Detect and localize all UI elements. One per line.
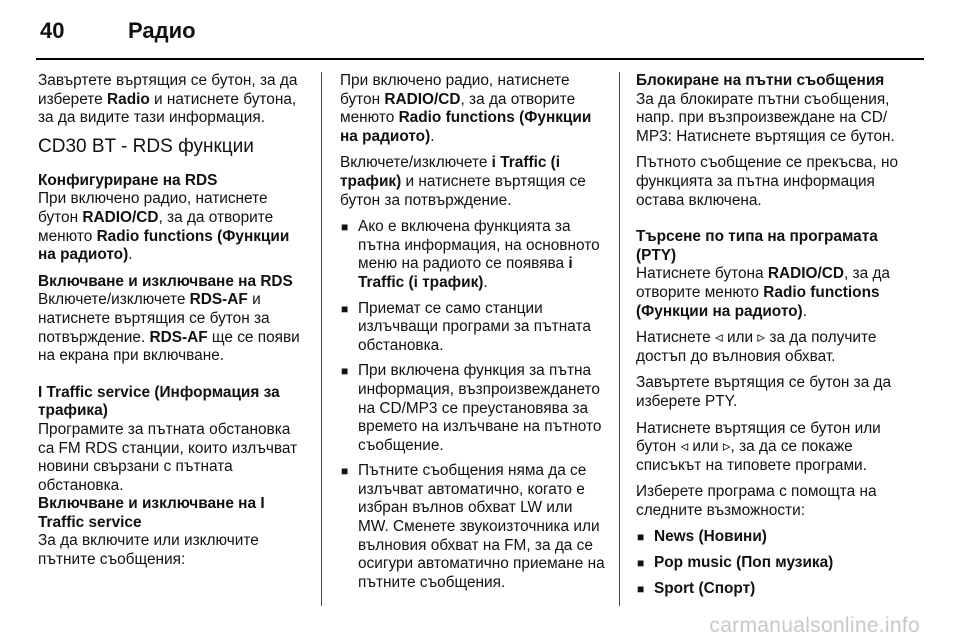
pty-options-list — [636, 528, 910, 598]
column-2 — [340, 72, 605, 599]
heading-rds-functions: CD30 BT - RDS функции — [38, 135, 254, 157]
section-title: Радио — [128, 18, 196, 43]
traffic-notes-list — [340, 218, 605, 592]
list-item: ■ News (Новини) — [637, 528, 767, 546]
block-traffic-text: За да блокирате пътни съобщения, напр. при възпроизвеждане на CD/ MP3: Натиснете въртящия се бутон. — [636, 90, 895, 145]
list-item: ■ При включена функция за пътна информация, възпроизвеждането на CD/MP3 се преустановява за времето на излъчване на пътното съобщение. — [341, 362, 602, 454]
bullet-icon: ■ — [637, 581, 645, 596]
traffic-toggle-paragraph: Включете/изключете i Traffic (i трафик) и натиснете въртящия се бутон за потвърждение. — [340, 154, 586, 209]
block-traffic-text-2: Пътното съобщение се прекъсва, но функцията за пътна информация остава включена. — [636, 154, 899, 209]
bullet-icon: ■ — [341, 301, 349, 316]
configure-rds-text: При включено радио, натиснете бутон RADIO/CD, за да отворите менюто Radio functions (Функции на радиото). — [38, 190, 290, 264]
list-item: ■ Ако е включена функцията за пътна информация, на основното меню на радиото се появява i Traffic (i трафик). — [341, 218, 600, 291]
column-1 — [38, 72, 310, 578]
list-item: ■ Приемат се само станции излъчващи програми за пътната обстановка. — [341, 299, 591, 354]
list-item: ■ Пътните съобщения няма да се излъчват автоматично, когато е избран вълнов обхват LW или MW. Сменете звукоизточника или вълновия обхват на FM, за да се осигури автоматично приемане на пътните съобщения. — [341, 462, 605, 591]
bullet-icon: ■ — [341, 464, 349, 479]
watermark: carmanualsonline.info — [709, 614, 920, 637]
bullet-icon: ■ — [637, 556, 645, 571]
bullet-icon: ■ — [341, 220, 349, 235]
header-rule — [36, 58, 924, 60]
pty-step-choose: Изберете програма с помощта на следните възможности: — [636, 483, 877, 519]
column-3 — [636, 72, 910, 605]
radio-functions-paragraph: При включено радио, натиснете бутон RADIO/CD, за да отворите менюто Radio functions (Функции на радиото). — [340, 72, 592, 145]
heading-block-traffic: Блокиране на пътни съобщения — [636, 72, 885, 89]
intro-paragraph: Завъртете въртящия се бутон, за да изберете Radio и натиснете бутона, за да видите тази информация. — [38, 72, 298, 127]
heading-toggle-traffic: Включване и изключване на I Traffic service — [38, 495, 265, 531]
pty-step-band: Натиснете ◃ или ▹ за да получите достъп до вълновия обхват. — [636, 329, 877, 365]
heading-toggle-rds: Включване и изключване на RDS — [38, 272, 293, 290]
list-item: ■ Pop music (Поп музика) — [637, 554, 834, 572]
bullet-icon: ■ — [341, 364, 349, 379]
heading-pty: Търсене по типа на програмата (PTY) — [636, 228, 878, 264]
toggle-traffic-text: За да включите или изключите пътните съобщения: — [38, 532, 259, 569]
pty-step-list: Натиснете въртящия се бутон или бутон ◃ или ▹, за да се покаже списъкът на типовете програми. — [636, 419, 881, 474]
pty-step-select: Завъртете въртящия се бутон за да изберете PTY. — [636, 374, 892, 410]
page-number: 40 — [40, 18, 65, 43]
column-divider — [619, 72, 620, 606]
pty-text: Натиснете бутона RADIO/CD, за да отворите менюто Radio functions (Функции на радиото). — [636, 265, 890, 320]
bullet-icon: ■ — [637, 530, 645, 545]
traffic-service-text: Програмите за пътната обстановка са FM RDS станции, които излъчват новини свързани с пътната обстановка. — [38, 420, 298, 494]
toggle-rds-text: Включете/изключете RDS-AF и натиснете въртящия се бутон за потвърждение. RDS-AF ще се появи на екрана при включване. — [38, 291, 300, 365]
list-item: ■ Sport (Спорт) — [637, 579, 756, 597]
heading-traffic-service: I Traffic service (Информация за трафика) — [38, 383, 280, 420]
column-divider — [321, 72, 322, 606]
heading-configure-rds: Конфигуриране на RDS — [38, 171, 218, 189]
